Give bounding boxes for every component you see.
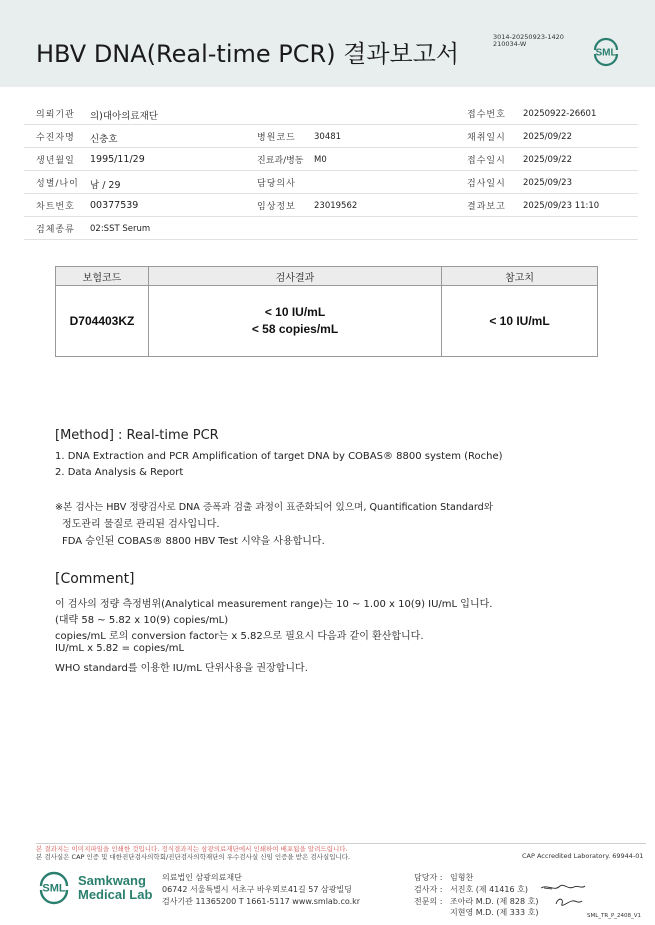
sml-logo-text: SML	[42, 882, 66, 895]
comment-line-1: 이 검사의 정량 측정범위(Analytical measurement range)는 10 ~ 1.00 x 10(9) IU/mL 입니다.	[55, 599, 493, 610]
info-row	[24, 124, 638, 148]
report-title: HBV DNA(Real-time PCR) 결과보고서	[36, 40, 460, 68]
result-iu: < 10 IU/mL	[264, 305, 326, 319]
brand-name	[78, 874, 152, 902]
clinical-label: 임상정보	[257, 202, 296, 212]
info-row	[24, 147, 638, 171]
manager-value: 임형찬	[450, 873, 474, 882]
footer-notice-red: 본 결과지는 이미지파일을 인쇄한 것입니다. 정식결과지는 삼광의료재단에서 인쇄하여 배포됨을 알려드립니다.	[36, 845, 348, 853]
header-reference: 참고치	[442, 267, 598, 286]
specimen-label: 검체종류	[36, 225, 75, 235]
method-title: [Method] : Real-time PCR	[55, 428, 219, 443]
comment-line-4: IU/mL x 5.82 = copies/mL	[55, 643, 185, 654]
method-note-1: ※본 검사는 HBV 정량검사로 DNA 증폭과 검출 과정이 표준화되어 있으며, Quantification Standard와	[55, 502, 494, 513]
report-code-line1: 3014-20250923-1420	[493, 33, 564, 41]
sml-logo-text: SML	[595, 47, 617, 59]
method-line-2: 2. Data Analysis & Report	[55, 467, 184, 478]
org-contact: 검사기관 11365200 T 1661-5117 www.smlab.co.kr	[162, 897, 361, 906]
result-cell	[149, 286, 442, 357]
report-header	[0, 0, 655, 87]
specimen-value: 02:SST Serum	[90, 224, 151, 234]
institution-label: 의뢰기관	[36, 110, 75, 120]
result-table	[55, 266, 598, 357]
brand-line-2: Medical Lab	[78, 887, 153, 902]
chart-no-value: 00377539	[90, 200, 139, 211]
birth-value: 1995/11/29	[90, 154, 145, 165]
comment-line-5: WHO standard를 이용한 IU/mL 단위사용을 권장합니다.	[55, 663, 308, 674]
sml-logo-icon	[590, 36, 622, 68]
doctor-label: 담당의사	[257, 179, 296, 189]
expert-value-1: 조아라 M.D. (제 828 호)	[450, 897, 539, 906]
comment-line-2: (대략 58 ~ 5.82 x 10(9) copies/mL)	[55, 615, 229, 626]
collect-date-label: 채취일시	[467, 133, 506, 143]
hospital-code-value: 30481	[314, 132, 342, 142]
result-copies: < 58 copies/mL	[251, 322, 339, 336]
test-date-value: 2025/09/23	[523, 178, 572, 188]
brand-line-1: Samkwang	[78, 873, 146, 888]
tester-value: 서진호 (제 41416 호)	[450, 885, 528, 894]
info-row	[24, 170, 638, 194]
receipt-no-value: 20250922-26601	[523, 109, 597, 119]
form-code: SML_TR_P_2408_V1	[587, 913, 642, 919]
hospital-code-label: 병원코드	[257, 133, 296, 143]
tester-label: 검사자 :	[414, 885, 443, 894]
info-row	[24, 101, 638, 125]
receipt-date-value: 2025/09/22	[523, 155, 572, 165]
institution-value: 의)대아의료재단	[90, 111, 158, 122]
signature-icon	[538, 880, 588, 910]
patient-label: 수진자명	[36, 133, 75, 143]
reference-cell: < 10 IU/mL	[442, 286, 598, 357]
clinical-value: 23019562	[314, 201, 358, 211]
report-code	[493, 34, 564, 48]
sex-age-value: 남 / 29	[90, 180, 121, 191]
info-row	[24, 216, 638, 240]
cap-accreditation: CAP Accredited Laboratory. 69944-01	[522, 852, 644, 860]
header-insurance-code: 보험코드	[56, 267, 149, 286]
table-row	[56, 286, 598, 357]
patient-value: 신충호	[90, 134, 118, 145]
manager-label: 담당자 :	[414, 873, 443, 882]
sex-age-label: 성별/나이	[36, 179, 79, 189]
org-name: 의료법인 삼광의료재단	[162, 873, 242, 882]
report-label: 결과보고	[467, 202, 506, 212]
info-row	[24, 193, 638, 217]
receipt-date-label: 접수일시	[467, 156, 506, 166]
comment-line-3: copies/mL 로의 conversion factor는 x 5.82으로 필요시 다음과 같이 환산합니다.	[55, 631, 424, 642]
sml-logo-icon	[36, 870, 72, 906]
report-value: 2025/09/23 11:10	[523, 201, 600, 211]
method-note-3: FDA 승인된 COBAS® 8800 HBV Test 시약을 사용합니다.	[62, 536, 325, 547]
result-table-header	[56, 267, 598, 286]
dept-value: M0	[314, 155, 327, 165]
test-date-label: 검사일시	[467, 179, 506, 189]
collect-date-value: 2025/09/22	[523, 132, 572, 142]
header-result: 검사결과	[149, 267, 442, 286]
chart-no-label: 차트번호	[36, 202, 75, 212]
expert-value-2: 지현영 M.D. (제 333 호)	[450, 908, 539, 917]
dept-label: 진료과/병동	[257, 156, 304, 166]
footer-notice: 본 검사실은 CAP 인증 및 대한진단검사의학회/진단검사의학재단의 우수검사실 신임 인증을 받은 검사실입니다.	[36, 853, 351, 861]
expert-label: 전문의 :	[414, 897, 443, 906]
insurance-code-cell: D704403KZ	[56, 286, 149, 357]
receipt-no-label: 접수번호	[467, 110, 506, 120]
method-note-2: 정도관리 물질로 관리된 검사입니다.	[62, 519, 220, 530]
method-line-1: 1. DNA Extraction and PCR Amplification of target DNA by COBAS® 8800 system (Roche)	[55, 451, 503, 462]
birth-label: 생년월일	[36, 156, 75, 166]
report-code-line2: 210034-W	[493, 40, 527, 48]
org-address: 06742 서울특별시 서초구 바우뫼로41길 57 삼광빌딩	[162, 885, 352, 894]
comment-title: [Comment]	[55, 571, 135, 587]
